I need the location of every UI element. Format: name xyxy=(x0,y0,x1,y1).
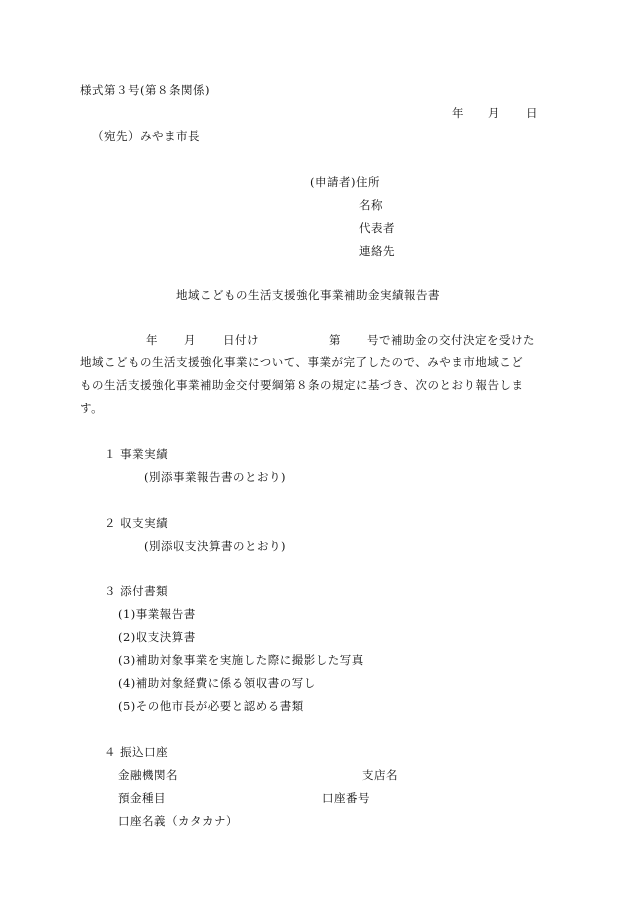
section-1-note: (別添事業報告書のとおり) xyxy=(144,470,286,484)
attachment-item: (3)補助対象事業を実施した際に撮影した写真 xyxy=(118,653,364,667)
branch-label: 支店名 xyxy=(362,768,398,782)
body-month: 月 xyxy=(184,333,196,347)
applicant-name-label: 名称 xyxy=(359,198,383,212)
account-holder-label: 口座名義（カタカナ） xyxy=(118,814,238,828)
date-day: 日 xyxy=(526,106,538,120)
form-number: 様式第３号(第８条関係) xyxy=(80,83,210,97)
section-2-heading: ２ 収支実績 xyxy=(104,516,169,530)
body-year: 年 xyxy=(146,333,158,347)
applicant-address-label: (申請者)住所 xyxy=(310,175,380,189)
body-number-prefix: 第 xyxy=(329,333,341,347)
section-4-heading: ４ 振込口座 xyxy=(104,745,169,759)
body-line2: 地域こどもの生活支援強化事業について、事業が完了したので、みやま市地域こど xyxy=(80,355,524,369)
section-3-heading: ３ 添付書類 xyxy=(104,584,169,598)
section-2-note: (別添収支決算書のとおり) xyxy=(144,539,286,553)
deposit-type-label: 預金種目 xyxy=(118,791,166,805)
body-line4: す。 xyxy=(80,401,104,415)
body-line3: もの生活支援強化事業補助金交付要綱第８条の規定に基づき、次のとおり報告しま xyxy=(80,378,524,392)
attachment-item: (2)収支決算書 xyxy=(118,630,196,644)
body-line1-rest: 号で補助金の交付決定を受けた xyxy=(367,333,535,347)
bank-name-label: 金融機関名 xyxy=(118,768,178,782)
addressee: （宛先）みやま市長 xyxy=(92,129,200,143)
body-day-suffix: 日付け xyxy=(223,333,259,347)
account-number-label: 口座番号 xyxy=(322,791,370,805)
date-month: 月 xyxy=(488,106,500,120)
applicant-contact-label: 連絡先 xyxy=(359,244,395,258)
applicant-representative-label: 代表者 xyxy=(359,221,395,235)
attachment-item: (5)その他市長が必要と認める書類 xyxy=(118,699,304,713)
attachment-item: (4)補助対象経費に係る領収書の写し xyxy=(118,676,316,690)
date-year: 年 xyxy=(452,106,464,120)
section-1-heading: １ 事業実績 xyxy=(104,447,169,461)
document-title: 地域こどもの生活支援強化事業補助金実績報告書 xyxy=(176,288,440,302)
attachment-item: (1)事業報告書 xyxy=(118,607,196,621)
